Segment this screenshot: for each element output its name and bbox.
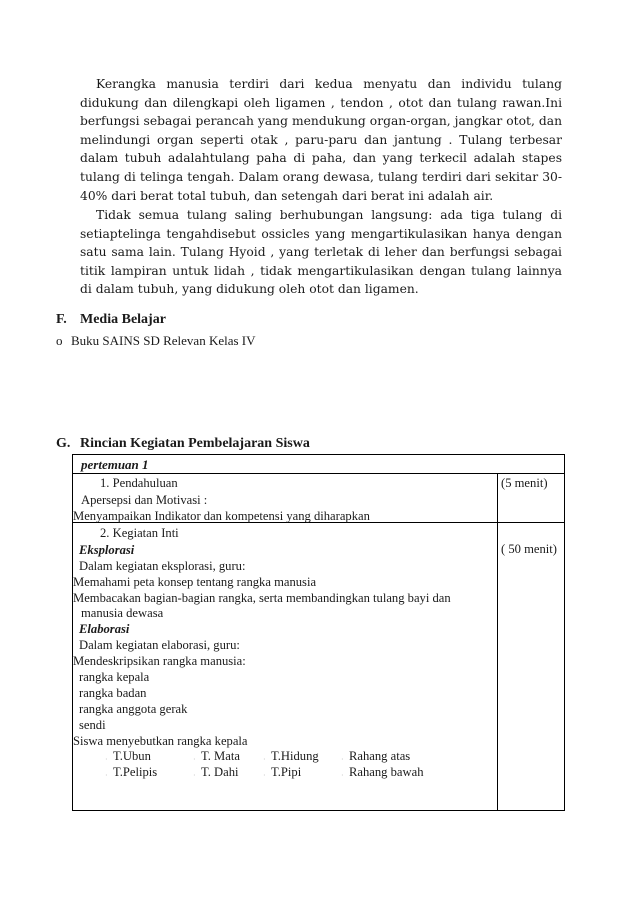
list-item: rangka badan [79, 686, 147, 700]
media-list-item [56, 333, 256, 349]
row-heading-pendahuluan: 1. Pendahuluan [100, 476, 178, 490]
bone-item: T.Ubun [113, 749, 151, 763]
row-text: Mendeskripsikan rangka manusia: [73, 654, 246, 668]
bone-item: Rahang atas [349, 749, 411, 763]
row-text: Siswa menyebutkan rangka kepala [73, 734, 248, 748]
bullet-dot-icon: · [341, 755, 344, 764]
bullet-dot-icon: · [193, 755, 196, 764]
bone-item: T.Pelipis [113, 765, 158, 779]
bullet-dot-icon: · [263, 771, 266, 780]
section-g-heading [56, 436, 310, 452]
row-text: Menyampaikan Indikator dan kompetensi yang diharapkan [73, 509, 370, 523]
bullet-dot-icon: · [193, 771, 196, 780]
bone-item: T. Dahi [201, 765, 239, 779]
bullet-dot-icon: · [105, 771, 108, 780]
bone-item: T. Mata [201, 749, 240, 763]
section-letter: F. [56, 312, 67, 327]
bullet-dot-icon: · [263, 755, 266, 764]
list-item: rangka anggota gerak [79, 702, 188, 716]
section-letter: G. [56, 436, 71, 451]
list-item: rangka kepala [79, 670, 150, 684]
bone-item: T.Pipi [271, 765, 302, 779]
column-divider [497, 474, 498, 811]
duration-cell: ( 50 menit) [501, 542, 557, 556]
activity-table [72, 454, 565, 811]
subheading-eksplorasi: Eksplorasi [79, 543, 135, 557]
paragraph-skeleton-intro [80, 75, 562, 205]
row-text: Dalam kegiatan elaborasi, guru: [79, 638, 240, 652]
section-title: Rincian Kegiatan Pembelajaran Siswa [80, 436, 310, 451]
bone-item: Rahang bawah [349, 765, 424, 779]
list-item: sendi [79, 718, 106, 732]
row-text: Memahami peta konsep tentang rangka manusia [73, 575, 317, 589]
table-title-row [73, 455, 564, 474]
paragraph-text: Kerangka manusia terdiri dari kedua menyatu dan individu tulang didukung dan dilengkapi oleh ligamen , tendon , otot dan tulang rawan.Ini berfungsi sebagai perancah yang mendukung organ-organ, jangkar otot, dan melindungi organ seperti otak , paru-paru dan jantung . Tulang terbesar dalam tubuh adalahtulang paha di paha, dan yang terkecil adalah stapes tulang di telinga tengah. Dalam orang dewasa, tulang terdiri dari sekitar 30-40% dari berat total tubuh, dan setengah dari berat ini adalah air. [80, 77, 562, 203]
table-title: pertemuan 1 [81, 457, 149, 472]
paragraph-text: Tidak semua tulang saling berhubungan langsung: ada tiga tulang di setiaptelinga tengahdisebut ossicles yang mengartikulasikan hanya dengan satu sama lain. Tulang Hyoid , yang terletak di leher dan berfungsi sebagai titik lampiran untuk lidah , tidak mengartikulasikan dengan tulang lainnya di dalam tubuh, yang didukung oleh otot dan ligamen. [80, 208, 562, 297]
section-title: Media Belajar [80, 312, 166, 327]
section-f-heading [56, 312, 166, 328]
row-text: Dalam kegiatan eksplorasi, guru: [79, 559, 246, 573]
row-text: manusia dewasa [81, 606, 164, 620]
row-text: Apersepsi dan Motivasi : [81, 493, 208, 507]
bullet-dot-icon: · [105, 755, 108, 764]
duration-cell: (5 menit) [501, 476, 548, 490]
bullet-circle-icon: o [56, 333, 63, 348]
bullet-dot-icon: · [341, 771, 344, 780]
media-item-text: Buku SAINS SD Relevan Kelas IV [71, 333, 256, 348]
subheading-elaborasi: Elaborasi [79, 622, 130, 636]
bone-item: T.Hidung [271, 749, 319, 763]
row-heading-kegiatan-inti: 2. Kegiatan Inti [100, 526, 179, 540]
paragraph-bones-connection [80, 206, 562, 299]
row-text: Membacakan bagian-bagian rangka, serta membandingkan tulang bayi dan [73, 591, 451, 605]
